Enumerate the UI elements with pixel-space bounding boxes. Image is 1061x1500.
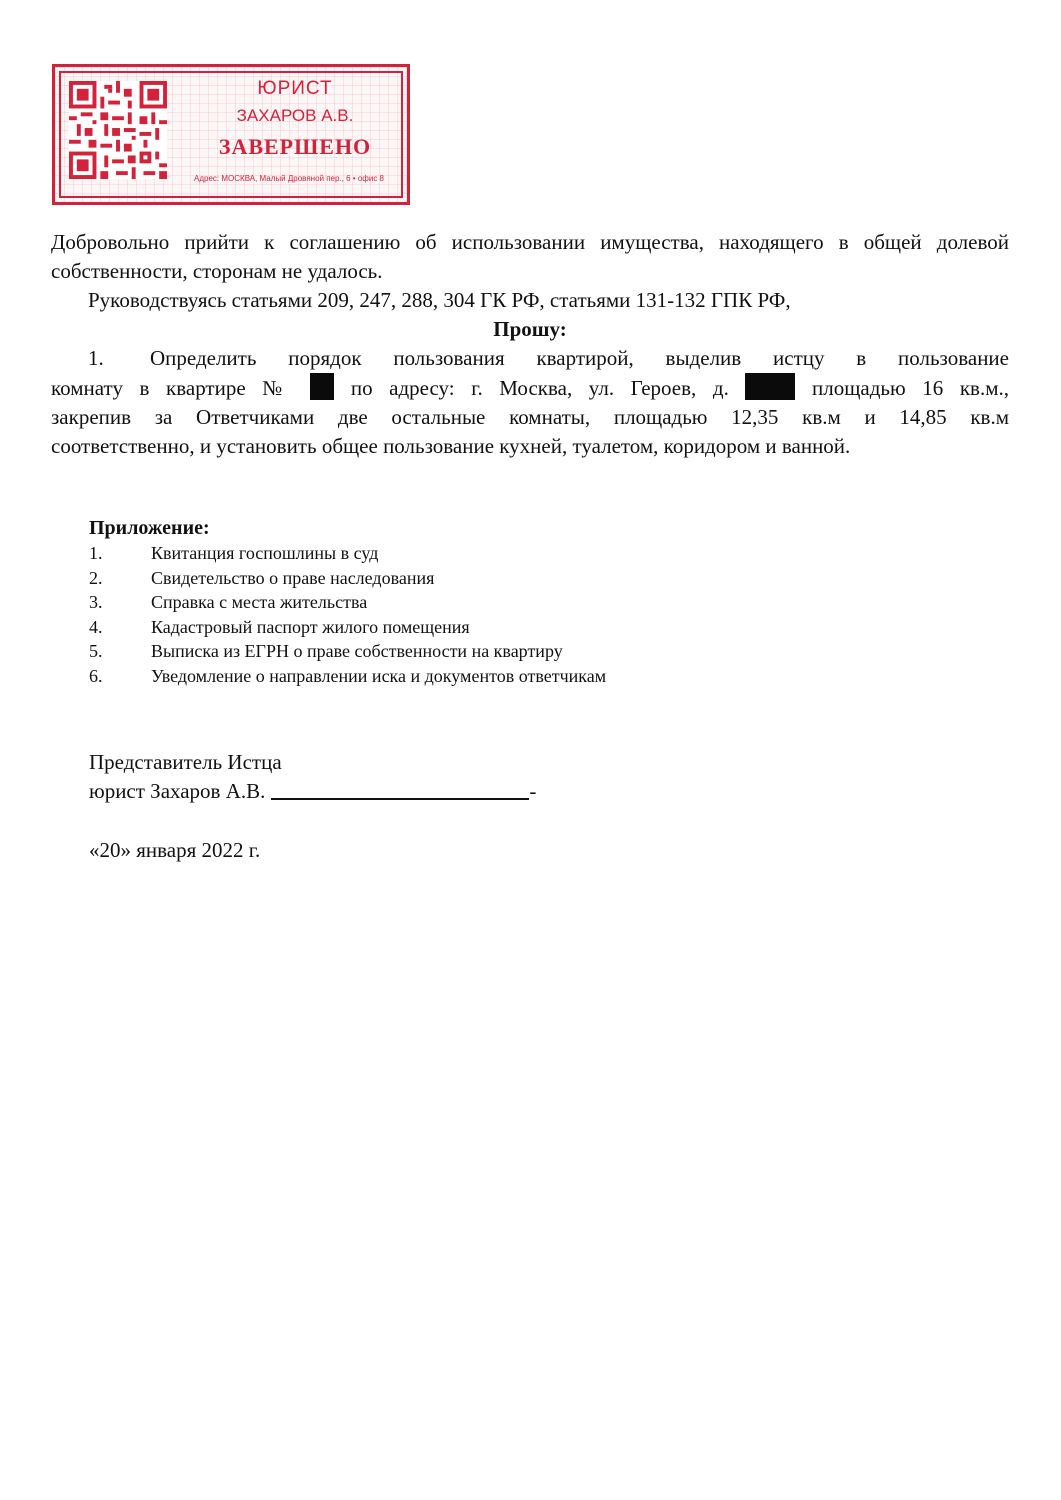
list-item-text: Квитанция госпошлины в суд [151, 543, 379, 563]
signature-line [271, 778, 529, 800]
stamp-title: ЮРИСТ [257, 78, 333, 99]
redacted-apartment-number [310, 373, 334, 400]
signature-line-row [89, 777, 536, 806]
request-heading: Прошу: [493, 317, 567, 341]
request-item-line3: закрепив за Ответчиками две остальные комнаты, площадью 12,35 кв.м и 14,85 кв.м [51, 405, 1009, 429]
stamp-address: Адрес: МОСКВА, Малый Дровяной пер., 6 • офис 8 [194, 174, 384, 183]
stamp-name: ЗАХАРОВ А.В. [236, 106, 354, 125]
request-item-text-2c: площадью 16 кв.м., [812, 376, 1010, 400]
list-item [89, 566, 789, 591]
request-item-text-2b: по адресу: г. Москва, ул. Героев, д. [350, 376, 729, 400]
request-item-line2 [51, 373, 1009, 403]
list-item [89, 639, 789, 664]
stamp-status: ЗАВЕРШЕНО [218, 134, 372, 159]
document-date: «20» января 2022 г. [89, 838, 261, 862]
lawyer-stamp [52, 64, 410, 205]
document-body [51, 228, 1009, 461]
request-item-text-2a: комнату в квартире № [51, 376, 294, 400]
signature-block [89, 748, 536, 806]
request-item-number: 1. [88, 346, 104, 370]
list-item-text: Свидетельство о праве наследования [151, 567, 435, 588]
request-item-line4: соответственно, и установить общее пользование кухней, туалетом, коридором и ванной. [51, 434, 851, 458]
paragraph-legal-basis: Руководствуясь статьями 209, 247, 288, 304 ГК РФ, статьями 131-132 ГПК РФ, [88, 288, 791, 312]
list-item-number: 6. [89, 665, 103, 686]
request-item-text-1: Определить порядок пользования квартирой, выделив истцу в пользование [150, 346, 1009, 370]
request-item-line1 [51, 344, 1009, 373]
list-item-text: Справка с места жительства [151, 592, 368, 613]
list-item-number: 5. [89, 641, 103, 662]
qr-code-icon [69, 81, 167, 179]
appendix-section [89, 515, 789, 689]
paragraph-agreement: Добровольно прийти к соглашению об использовании имущества, находящего в общей долевой собственности, сторонам не удалось. [51, 230, 1009, 283]
list-item-number: 4. [89, 616, 103, 637]
list-item-number: 3. [89, 592, 103, 613]
list-item [89, 615, 789, 640]
list-item-text: Выписка из ЕГРН о праве собственности на квартиру [151, 641, 563, 662]
list-item-text: Кадастровый паспорт жилого помещения [151, 616, 470, 637]
list-item-text: Уведомление о направлении иска и документов ответчикам [151, 665, 607, 686]
list-item [89, 541, 789, 566]
list-item-number: 1. [89, 543, 103, 563]
redacted-house-number [745, 373, 795, 400]
signature-role: Представитель Истца [89, 750, 282, 774]
signature-dash: - [529, 779, 537, 803]
appendix-title: Приложение: [89, 517, 210, 539]
list-item [89, 590, 789, 615]
list-item [89, 664, 789, 689]
list-item-number: 2. [89, 567, 103, 588]
signature-name: юрист Захаров А.В. [89, 779, 266, 803]
